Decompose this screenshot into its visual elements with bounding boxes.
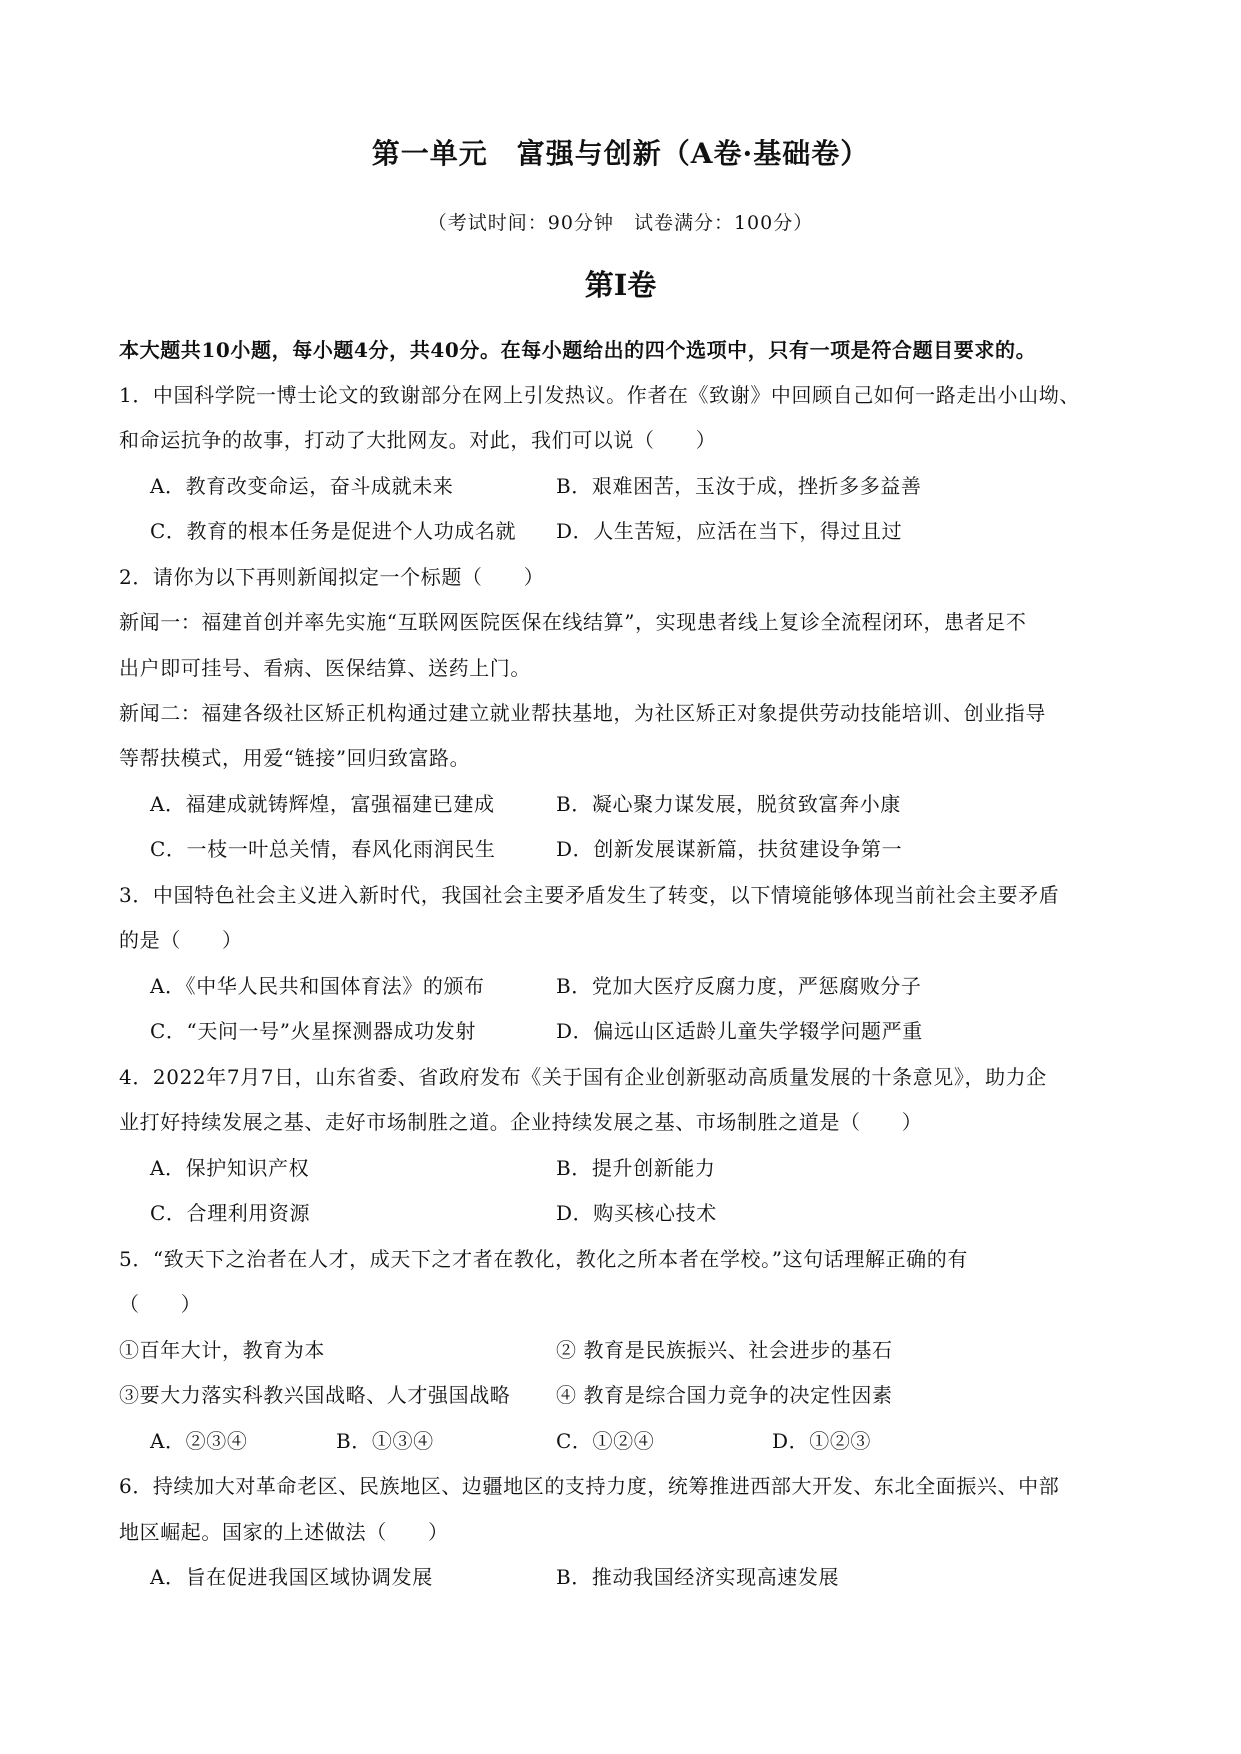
question-2-news-1: 出户即可挂号、看病、医保结算、送药上门。 <box>119 656 531 680</box>
question-3-option-b: B．党加大医疗反腐力度，严惩腐败分子 <box>556 974 922 998</box>
question-2-news-2: 新闻二：福建各级社区矫正机构通过建立就业帮扶基地，为社区矫正对象提供劳动技能培训、创业指导 <box>119 701 1046 725</box>
page-title: 第一单元 富强与创新（A卷·基础卷） <box>371 137 870 170</box>
question-2-stem: 2．请你为以下再则新闻拟定一个标题（ ） <box>119 565 545 589</box>
section-heading: 第Ⅰ卷 <box>584 268 657 302</box>
question-1-stem: 和命运抗争的故事，打动了大批网友。对此，我们可以说（ ） <box>119 428 717 452</box>
question-2-option-c: C．一枝一叶总关情，春风化雨润民生 <box>150 837 496 861</box>
question-5-statement-1: ①百年大计，教育为本 <box>119 1338 325 1362</box>
exam-info: （考试时间：90分钟 试卷满分：100分） <box>427 212 814 234</box>
question-2-option-a: A．福建成就铸辉煌，富强福建已建成 <box>150 792 495 816</box>
question-4-option-d: D．购买核心技术 <box>556 1201 717 1225</box>
question-3-stem: 3．中国特色社会主义进入新时代，我国社会主要矛盾发生了转变，以下情境能够体现当前社会主要矛盾 <box>119 883 1060 907</box>
question-5-option-b: B．①③④ <box>336 1429 434 1453</box>
question-5-statement-2: ② 教育是民族振兴、社会进步的基石 <box>556 1338 893 1362</box>
question-5-statement-4: ④ 教育是综合国力竞争的决定性因素 <box>556 1383 893 1407</box>
question-5-option-a: A．②③④ <box>150 1429 248 1453</box>
question-6-option-b: B．推动我国经济实现高速发展 <box>556 1565 840 1589</box>
question-1-option-c: C．教育的根本任务是促进个人功成名就 <box>150 519 517 543</box>
question-4-option-a: A．保护知识产权 <box>150 1156 310 1180</box>
question-5-option-c: C．①②④ <box>556 1429 655 1453</box>
question-3-stem: 的是（ ） <box>119 928 243 952</box>
question-1-option-b: B．艰难困苦，玉汝于成，挫折多多益善 <box>556 474 922 498</box>
question-6-stem: 地区崛起。国家的上述做法（ ） <box>119 1520 449 1544</box>
question-1-stem: 1．中国科学院一博士论文的致谢部分在网上引发热议。作者在《致谢》中回顾自己如何一路走出小山坳、 <box>119 383 1080 407</box>
question-4-stem: 4．2022年7月7日，山东省委、省政府发布《关于国有企业创新驱动高质量发展的十条意见》，助力企 <box>119 1065 1047 1089</box>
question-1-option-d: D．人生苦短，应活在当下，得过且过 <box>556 519 903 543</box>
question-6-option-a: A．旨在促进我国区域协调发展 <box>150 1565 433 1589</box>
question-5-option-d: D．①②③ <box>772 1429 872 1453</box>
question-2-news-2: 等帮扶模式，用爱“链接”回归致富路。 <box>119 746 471 770</box>
question-5-statement-3: ③要大力落实科教兴国战略、人才强国战略 <box>119 1383 511 1407</box>
instructions: 本大题共10小题，每小题4分，共40分。在每小题给出的四个选项中，只有一项是符合题目要求的。 <box>119 338 1037 362</box>
question-2-option-d: D．创新发展谋新篇，扶贫建设争第一 <box>556 837 903 861</box>
question-1-option-a: A．教育改变命运，奋斗成就未来 <box>150 474 454 498</box>
question-3-option-a: A．《中华人民共和国体育法》的颁布 <box>150 974 485 998</box>
question-3-option-c: C．“天问一号”火星探测器成功发射 <box>150 1019 476 1043</box>
question-5-stem: （ ） <box>119 1292 202 1316</box>
question-4-option-b: B．提升创新能力 <box>556 1156 716 1180</box>
question-4-option-c: C．合理利用资源 <box>150 1201 311 1225</box>
question-2-news-1: 新闻一：福建首创并率先实施“互联网医院医保在线结算”，实现患者线上复诊全流程闭环，患者足不 <box>119 610 1027 634</box>
question-4-stem: 业打好持续发展之基、走好市场制胜之道。企业持续发展之基、市场制胜之道是（ ） <box>119 1110 923 1134</box>
question-5-stem: 5．“致天下之治者在人才，成天下之才者在教化，教化之所本者在学校。”这句话理解正确的有 <box>119 1247 968 1271</box>
question-2-option-b: B．凝心聚力谋发展，脱贫致富奔小康 <box>556 792 901 816</box>
question-3-option-d: D．偏远山区适龄儿童失学辍学问题严重 <box>556 1019 923 1043</box>
question-6-stem: 6．持续加大对革命老区、民族地区、边疆地区的支持力度，统筹推进西部大开发、东北全面振兴、中部 <box>119 1474 1060 1498</box>
